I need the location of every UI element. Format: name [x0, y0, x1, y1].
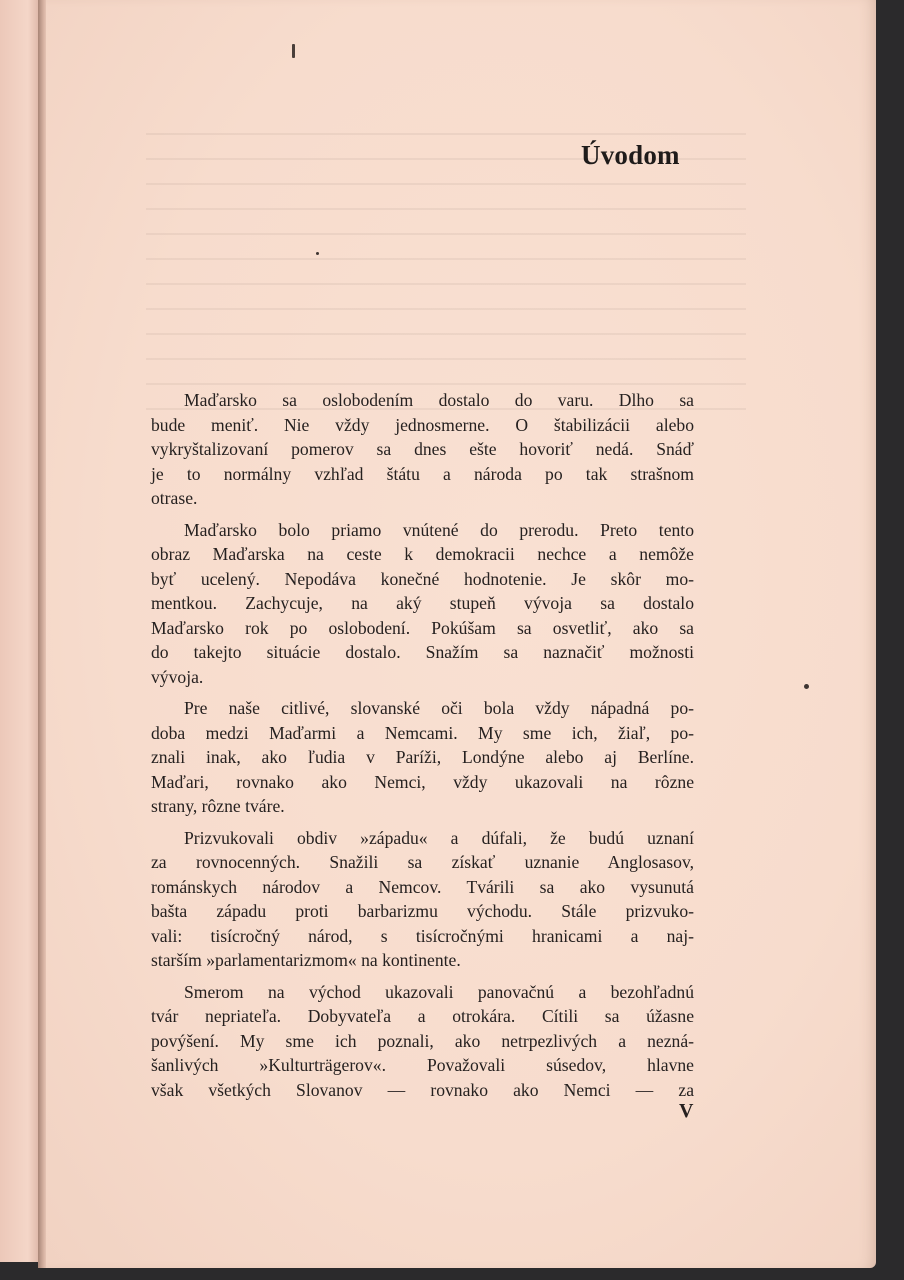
text-line: Maďarsko rok po oslobodení. Pokúšam sa osvetliť, ako sa: [151, 617, 694, 638]
text-line: vývoja.: [151, 666, 204, 687]
ink-speck: [804, 684, 809, 689]
text-line: znali inak, ako ľudia v Paríži, Londýne alebo aj Berlíne.: [151, 747, 694, 767]
text-line: vykryštalizovaní pomerov sa dnes ešte hovoriť nedá. Snáď: [151, 439, 694, 459]
text-line: šanlivých »Kulturträgerov«. Považovali súsedov, hlavne: [151, 1055, 694, 1075]
text-line: románskych národov a Nemcov. Tvárili sa ako vysunutá: [151, 876, 694, 897]
paragraph-3: [151, 696, 694, 819]
book-page: [46, 0, 876, 1268]
paragraph-1: [151, 388, 694, 511]
page-title: Úvodom: [581, 140, 680, 170]
text-line: Smerom na východ ukazovali panovačnú a bezohľadnú: [184, 981, 694, 1002]
text-line: však všetkých Slovanov — rovnako ako Nemci — za: [151, 1079, 694, 1100]
text-line: Pre naše citlivé, slovanské oči bola vždy nápadná po-: [184, 698, 694, 718]
text-line: starším »parlamentarizmom« na kontinente.: [151, 950, 461, 970]
text-line: do takejto situácie dostalo. Snažím sa naznačiť možnosti: [151, 642, 694, 662]
left-page-edge: [0, 0, 40, 1262]
text-line: byť ucelený. Nepodáva konečné hodnotenie. Je skôr mo-: [151, 568, 694, 589]
page-number: V: [679, 1100, 694, 1122]
text-line: mentkou. Zachycuje, na aký stupeň vývoja sa dostalo: [151, 593, 694, 613]
text-line: doba medzi Maďarmi a Nemcami. My sme ich, žiaľ, po-: [151, 722, 694, 743]
text-line: Prizvukovali obdiv »západu« a dúfali, že budú uznaní: [184, 827, 694, 848]
paragraph-4: [151, 826, 694, 973]
text-line: je to normálny vzhľad štátu a národa po tak strašnom: [151, 463, 694, 484]
text-line: strany, rôzne tváre.: [151, 796, 285, 816]
ink-mark: [292, 44, 295, 58]
text-line: Maďarsko sa oslobodením dostalo do varu. Dlho sa: [184, 390, 694, 410]
text-line: Maďarsko bolo priamo vnútené do prerodu. Preto tento: [184, 519, 694, 540]
text-line: Maďari, rovnako ako Nemci, vždy ukazovali na rôzne: [151, 771, 694, 792]
text-line: povýšení. My sme ich poznali, ako netrpezlivých a nezná-: [151, 1030, 694, 1051]
text-line: tvár nepriateľa. Dobyvateľa a otrokára. Cítili sa úžasne: [151, 1006, 694, 1026]
ink-speck: [316, 252, 319, 255]
text-line: bude meniť. Nie vždy jednosmerne. O štabilizácii alebo: [151, 414, 694, 435]
text-line: otrase.: [151, 488, 198, 508]
text-line: vali: tisícročný národ, s tisícročnými hranicami a naj-: [151, 925, 694, 946]
text-line: obraz Maďarska na ceste k demokracii nechce a nemôže: [151, 544, 694, 564]
text-line: za rovnocenných. Snažili sa získať uznanie Anglosasov,: [151, 852, 694, 872]
paragraph-5: [151, 980, 694, 1103]
text-line: bašta západu proti barbarizmu východu. Stále prizvuko-: [151, 901, 694, 921]
body-text: [151, 388, 694, 1109]
paragraph-2: [151, 518, 694, 690]
